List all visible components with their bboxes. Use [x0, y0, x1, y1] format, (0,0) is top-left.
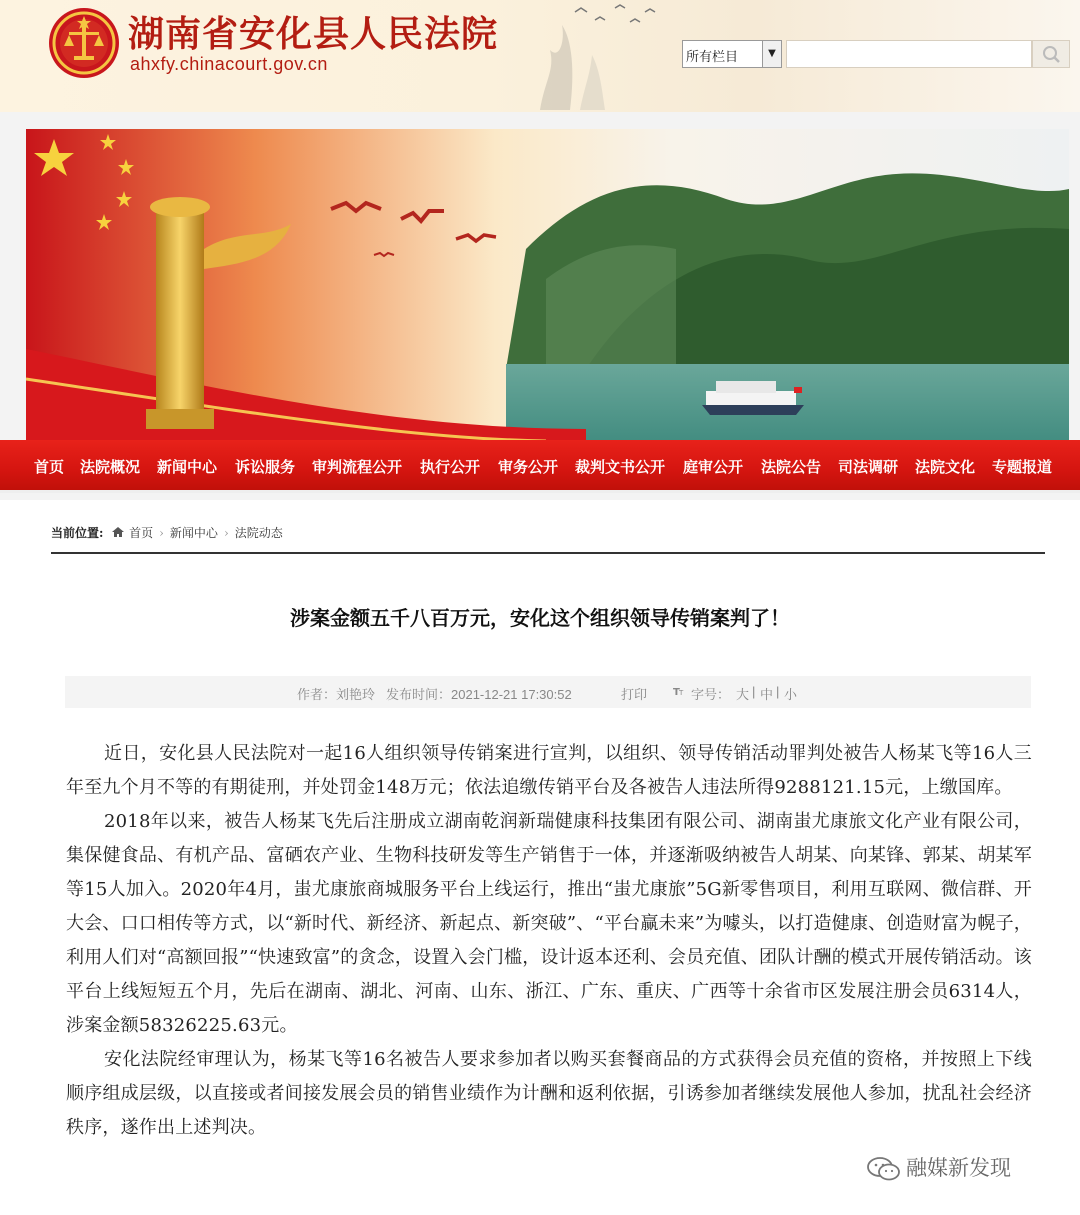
- nav-divider: [0, 490, 1080, 493]
- search-input[interactable]: [786, 40, 1032, 68]
- court-emblem-icon: [47, 6, 121, 80]
- chevron-right-icon: ›: [159, 526, 164, 540]
- article-paragraph: 近日，安化县人民法院对一起16人组织领导传销案进行宣判，以组织、领导传销活动罪判处被告人杨某飞等16人三年至九个月不等的有期徒刑，并处罚金148万元；依法追缴传销平台及各被告人违法所得9288121.15元，上缴国库。: [66, 743, 1032, 798]
- wechat-icon: [866, 1155, 902, 1183]
- font-size-label: 字号：: [691, 687, 731, 702]
- site-title[interactable]: 湖南省安化县人民法院: [128, 13, 499, 55]
- article-body: [66, 737, 1032, 1145]
- banner-image: [26, 129, 1069, 449]
- chevron-right-icon: ›: [223, 526, 229, 540]
- nav-item-culture[interactable]: 法院文化: [915, 458, 976, 476]
- breadcrumb-home[interactable]: 首页: [129, 526, 154, 540]
- site-header: [0, 0, 1080, 112]
- nav-item-trial-process[interactable]: 审判流程公开: [312, 458, 403, 476]
- breadcrumb-label: 当前位置:: [51, 526, 104, 540]
- search-icon: [1033, 41, 1069, 67]
- search-button[interactable]: [1032, 40, 1070, 68]
- print-link[interactable]: 打印: [621, 687, 648, 702]
- search-category-value: 所有栏目: [686, 49, 739, 64]
- article-publish-time: 发布时间：2021-12-21 17:30:52: [386, 687, 572, 702]
- svg-text:T: T: [679, 689, 684, 696]
- nav-item-home[interactable]: 首页: [34, 458, 65, 476]
- watermark: [866, 1152, 1011, 1183]
- article-author: 作者：刘艳玲: [297, 687, 376, 702]
- divider: [51, 552, 1045, 554]
- nav-item-hearings[interactable]: 庭审公开: [683, 458, 744, 476]
- nav-item-news-center[interactable]: 新闻中心: [157, 458, 218, 476]
- breadcrumb: [51, 524, 283, 541]
- nav-item-announcements[interactable]: 法院公告: [761, 458, 822, 476]
- font-size-separator: |: [752, 684, 756, 699]
- nav-item-execution[interactable]: 执行公开: [420, 458, 481, 476]
- nav-item-judgments[interactable]: 裁判文书公开: [575, 458, 666, 476]
- svg-text:T: T: [673, 687, 680, 696]
- nav-item-litigation-service[interactable]: 诉讼服务: [235, 458, 296, 476]
- font-size-separator: |: [776, 684, 780, 699]
- home-icon: [111, 526, 125, 538]
- breadcrumb-news-center[interactable]: 新闻中心: [169, 526, 218, 540]
- ink-landscape-decoration-icon: [520, 0, 680, 110]
- nav-item-special-reports[interactable]: 专题报道: [992, 458, 1053, 476]
- site-domain: ahxfy.chinacourt.gov.cn: [130, 54, 328, 74]
- article-paragraph: 安化法院经审理认为，杨某飞等16名被告人要求参加者以购买套餐商品的方式获得会员充值的资格，并按照上下线顺序组成层级，以直接或者间接发展会员的销售业绩作为计酬和返利依据，引诱参加者继续发展他人参加，扰乱社会经济秩序，遂作出上述判决。: [66, 1049, 1032, 1138]
- breadcrumb-court-news[interactable]: 法院动态: [234, 526, 283, 540]
- font-size-large[interactable]: 大: [736, 687, 750, 702]
- nav-item-court-affairs[interactable]: 审务公开: [498, 458, 559, 476]
- search-category-select[interactable]: [682, 40, 782, 68]
- watermark-text: 融媒新发现: [906, 1156, 1011, 1180]
- article-title: 涉案金额五千八百万元，安化这个组织领导传销案判了！: [290, 606, 790, 630]
- nav-item-research[interactable]: 司法调研: [838, 458, 899, 476]
- article-paragraph: 2018年以来，被告人杨某飞先后注册成立湖南乾润新瑞健康科技集团有限公司、湖南蚩尤康旅文化产业有限公司，集保健食品、有机产品、富硒农产业、生物科技研发等生产销售于一体，并逐渐吸纳被告人胡某、向某锋、郭某、胡某军等15人加入。2020年4月，蚩尤康旅商城服务平台上线运行，推出“蚩尤康旅”5G新零售项目，利用互联网、微信群、开大会、口口相传等方式，以“新时代、新经济、新起点、新突破”、“平台赢未来”为噱头，以打造健康、创造财富为幌子，利用人们对“高额回报”“快速致富”的贪念，设置入会门槛，设计返本还利、会员充值、团队计酬的模式开展传销活动。该平台上线短短五个月，先后在湖南、湖北、河南、山东、浙江、广东、重庆、广西等十余省市区发展注册会员6314人，涉案金额58326225.63元。: [66, 811, 1032, 1036]
- main-nav: [0, 440, 1080, 490]
- font-size-icon: [673, 686, 685, 696]
- chevron-down-icon: ▼: [762, 41, 781, 67]
- font-size-medium[interactable]: 中: [760, 687, 774, 702]
- nav-item-court-overview[interactable]: 法院概况: [80, 458, 141, 476]
- font-size-small[interactable]: 小: [784, 687, 798, 702]
